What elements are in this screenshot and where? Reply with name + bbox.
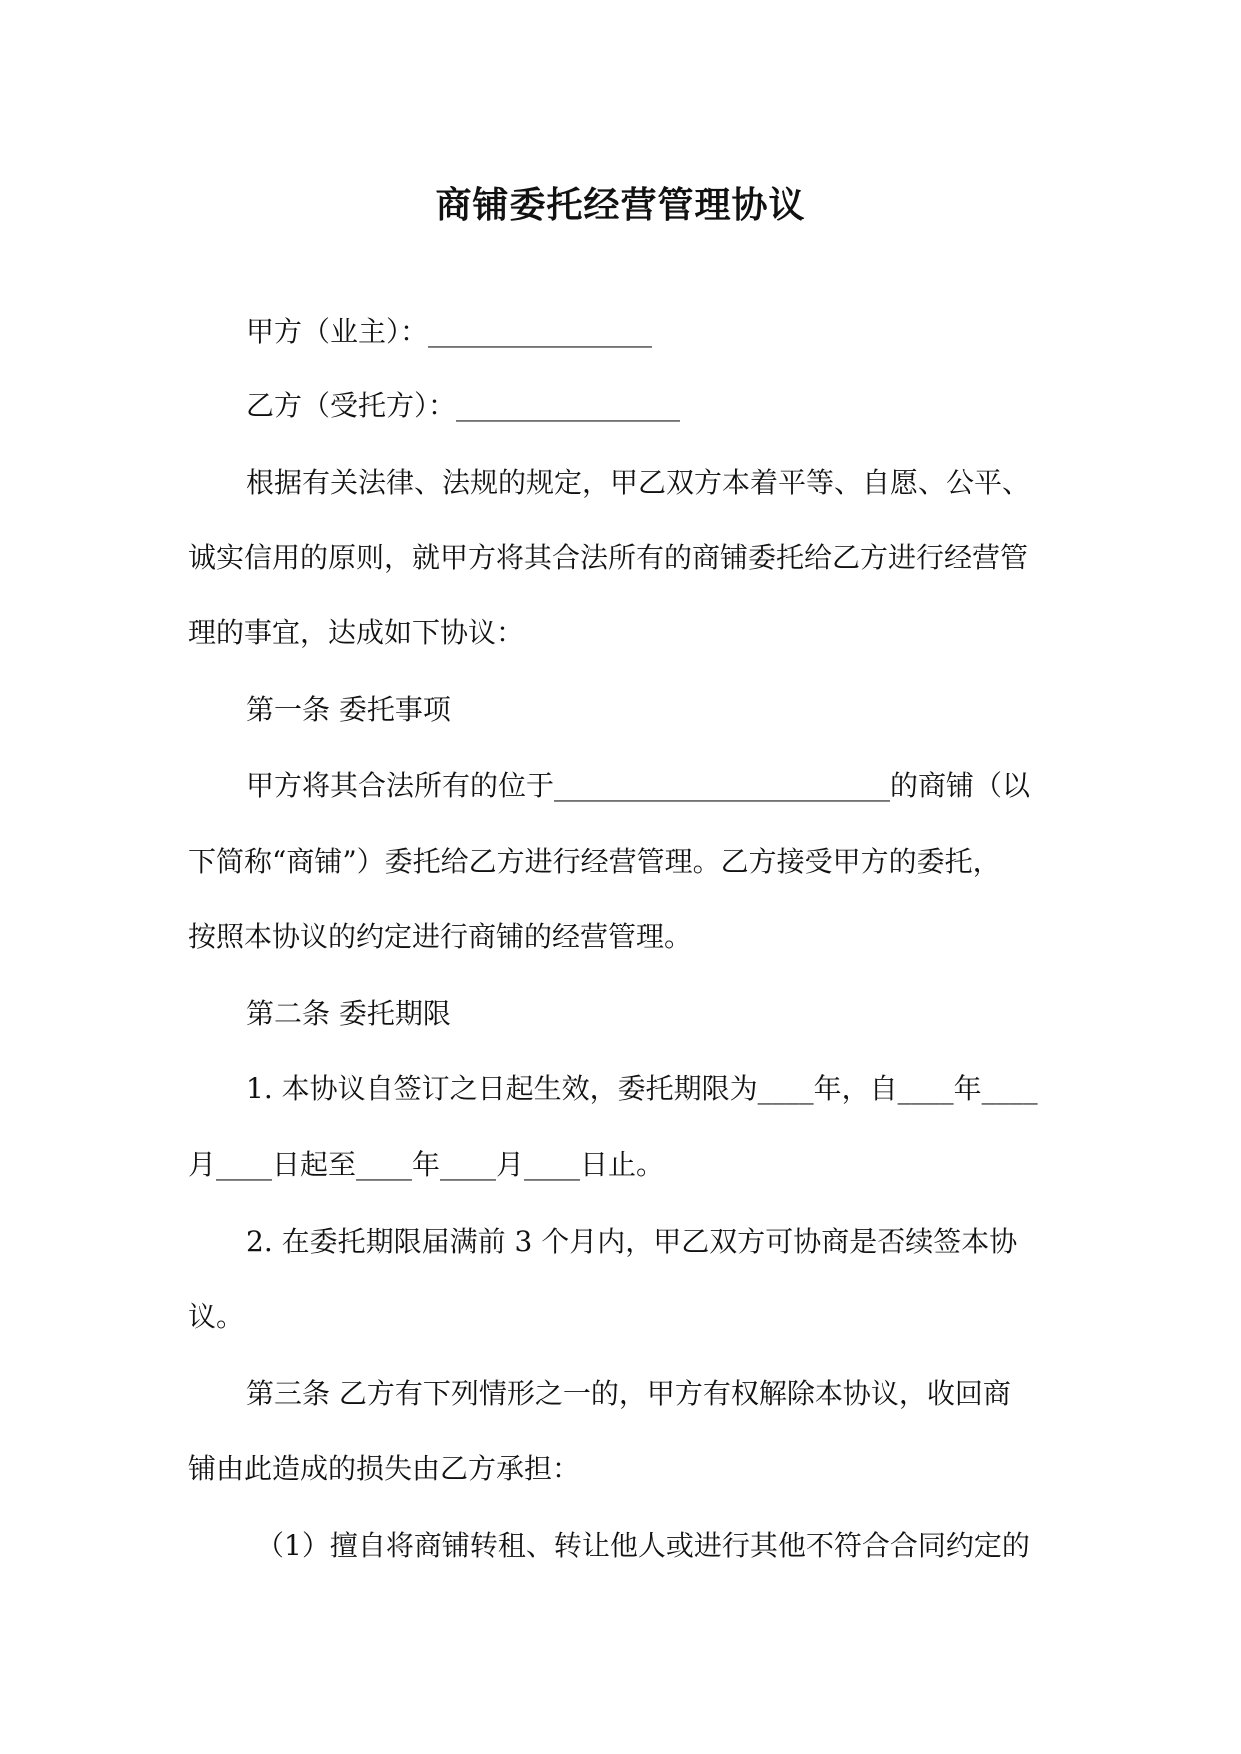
party-b-line: 乙方（受托方）：________________ [246,389,681,422]
article-2-item-2-line-1: 2. 在委托期限届满前 3 个月内，甲乙双方可协商是否续签本协 [246,1225,1018,1258]
preamble-line-3: 理的事宜，达成如下协议： [188,616,525,649]
preamble-line-1: 根据有关法律、法规的规定，甲乙双方本着平等、自愿、公平、 [246,466,1031,499]
article-1-line-2: 下简称“商铺”）委托给乙方进行经营管理。乙方接受甲方的委托， [188,845,1001,878]
article-2-heading: 第二条 委托期限 [246,997,451,1030]
article-2-item-2-line-2: 议。 [188,1300,245,1333]
party-a-line: 甲方（业主）：________________ [246,315,653,348]
document-title: 商铺委托经营管理协议 [435,184,806,226]
article-3-line-1: 第三条 乙方有下列情形之一的，甲方有权解除本协议，收回商 [246,1377,1011,1410]
article-2-item-1-line-1: 1. 本协议自签订之日起生效，委托期限为____年，自____年____ [246,1072,1038,1105]
preamble-line-2: 诚实信用的原则，就甲方将其合法所有的商铺委托给乙方进行经营管 [188,541,1029,574]
article-3-item-1: （1）擅自将商铺转租、转让他人或进行其他不符合合同约定的 [256,1529,1030,1562]
article-2-item-1-line-2: 月____日起至____年____月____日止。 [188,1148,665,1181]
article-3-line-2: 铺由此造成的损失由乙方承担： [188,1452,581,1485]
article-1-line-3: 按照本协议的约定进行商铺的经营管理。 [188,920,693,953]
article-1-heading: 第一条 委托事项 [246,693,451,726]
article-1-line-1: 甲方将其合法所有的位于________________________的商铺（以 [246,769,1031,802]
